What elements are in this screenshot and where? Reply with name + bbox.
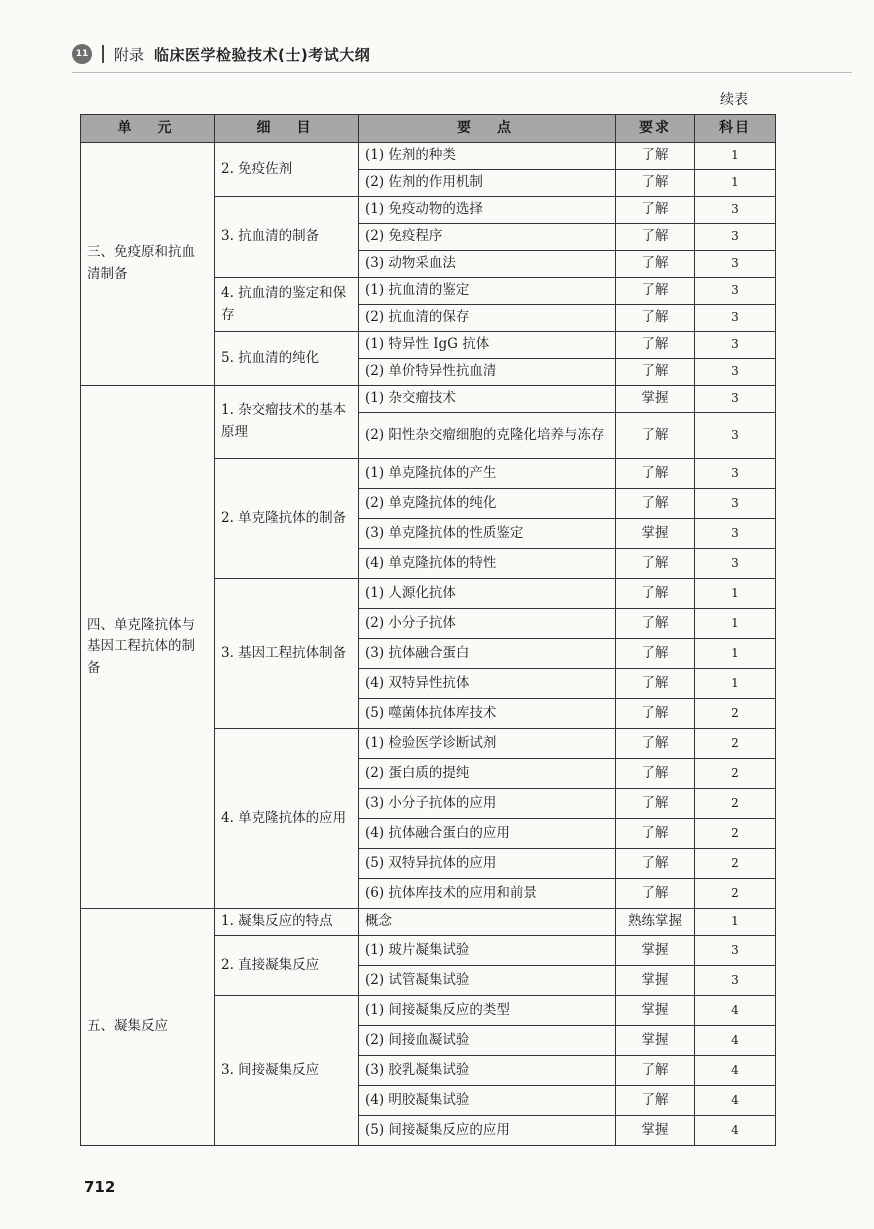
- table-row: [81, 909, 776, 936]
- subject-cell: 2: [695, 789, 776, 819]
- requirement-cell: 了解: [616, 359, 695, 386]
- point-cell: (1) 单克隆抗体的产生: [359, 459, 616, 489]
- sub-item-cell: 1. 杂交瘤技术的基本原理: [215, 386, 359, 459]
- requirement-cell: 了解: [616, 759, 695, 789]
- requirement-cell: 了解: [616, 305, 695, 332]
- header-rule: [72, 72, 852, 73]
- point-cell: (3) 小分子抗体的应用: [359, 789, 616, 819]
- subject-cell: 2: [695, 729, 776, 759]
- requirement-cell: 了解: [616, 699, 695, 729]
- requirement-cell: 了解: [616, 729, 695, 759]
- subject-cell: 3: [695, 936, 776, 966]
- subject-cell: 2: [695, 819, 776, 849]
- header-row: [81, 115, 776, 143]
- point-cell: (4) 双特异性抗体: [359, 669, 616, 699]
- col-header-subject: 科目: [695, 115, 776, 143]
- requirement-cell: 了解: [616, 459, 695, 489]
- subject-cell: 3: [695, 549, 776, 579]
- col-header-point: 要 点: [359, 115, 616, 143]
- subject-cell: 3: [695, 966, 776, 996]
- table-body: [81, 143, 776, 1146]
- point-cell: (5) 双特异抗体的应用: [359, 849, 616, 879]
- col-header-requirement: 要求: [616, 115, 695, 143]
- point-cell: (4) 单克隆抗体的特性: [359, 549, 616, 579]
- requirement-cell: 了解: [616, 413, 695, 459]
- subject-cell: 4: [695, 1086, 776, 1116]
- exam-outline-table: [80, 114, 776, 1146]
- point-cell: (1) 间接凝集反应的类型: [359, 996, 616, 1026]
- subject-cell: 4: [695, 1056, 776, 1086]
- requirement-cell: 了解: [616, 170, 695, 197]
- subject-cell: 3: [695, 459, 776, 489]
- requirement-cell: 了解: [616, 579, 695, 609]
- point-cell: (2) 单价特异性抗血清: [359, 359, 616, 386]
- running-header: [72, 36, 852, 72]
- subject-cell: 2: [695, 879, 776, 909]
- sub-item-cell: 3. 基因工程抗体制备: [215, 579, 359, 729]
- requirement-cell: 掌握: [616, 966, 695, 996]
- point-cell: (1) 特异性 IgG 抗体: [359, 332, 616, 359]
- requirement-cell: 了解: [616, 143, 695, 170]
- subject-cell: 4: [695, 1116, 776, 1146]
- subject-cell: 3: [695, 278, 776, 305]
- requirement-cell: 了解: [616, 819, 695, 849]
- point-cell: (3) 动物采血法: [359, 251, 616, 278]
- unit-cell: 三、免疫原和抗血清制备: [81, 143, 215, 386]
- subject-cell: 3: [695, 413, 776, 459]
- subject-cell: 3: [695, 489, 776, 519]
- requirement-cell: 掌握: [616, 996, 695, 1026]
- subject-cell: 2: [695, 699, 776, 729]
- subject-cell: 3: [695, 519, 776, 549]
- point-cell: (4) 明胶凝集试验: [359, 1086, 616, 1116]
- point-cell: (2) 单克隆抗体的纯化: [359, 489, 616, 519]
- table-row: [81, 143, 776, 170]
- point-cell: (5) 噬菌体抗体库技术: [359, 699, 616, 729]
- col-header-unit: 单 元: [81, 115, 215, 143]
- table-row: [81, 386, 776, 413]
- point-cell: (1) 抗血清的鉴定: [359, 278, 616, 305]
- requirement-cell: 了解: [616, 1086, 695, 1116]
- requirement-cell: 了解: [616, 224, 695, 251]
- unit-cell: 五、凝集反应: [81, 909, 215, 1146]
- point-cell: (1) 人源化抗体: [359, 579, 616, 609]
- requirement-cell: 了解: [616, 1056, 695, 1086]
- sub-item-cell: 2. 免疫佐剂: [215, 143, 359, 197]
- point-cell: (1) 杂交瘤技术: [359, 386, 616, 413]
- requirement-cell: 了解: [616, 669, 695, 699]
- requirement-cell: 熟练掌握: [616, 909, 695, 936]
- subject-cell: 3: [695, 197, 776, 224]
- subject-cell: 4: [695, 1026, 776, 1056]
- point-cell: (1) 免疫动物的选择: [359, 197, 616, 224]
- point-cell: (3) 单克隆抗体的性质鉴定: [359, 519, 616, 549]
- point-cell: (2) 试管凝集试验: [359, 966, 616, 996]
- sub-item-cell: 2. 单克隆抗体的制备: [215, 459, 359, 579]
- sub-item-cell: 4. 抗血清的鉴定和保存: [215, 278, 359, 332]
- subject-cell: 1: [695, 143, 776, 170]
- requirement-cell: 掌握: [616, 1116, 695, 1146]
- requirement-cell: 了解: [616, 278, 695, 305]
- subject-cell: 1: [695, 909, 776, 936]
- subject-cell: 3: [695, 386, 776, 413]
- subject-cell: 1: [695, 170, 776, 197]
- table-head: [81, 115, 776, 143]
- requirement-cell: 了解: [616, 639, 695, 669]
- sub-item-cell: 3. 抗血清的制备: [215, 197, 359, 278]
- requirement-cell: 了解: [616, 489, 695, 519]
- chapter-badge-icon: 11: [72, 44, 92, 64]
- col-header-sub: 细 目: [215, 115, 359, 143]
- subject-cell: 2: [695, 759, 776, 789]
- subject-cell: 3: [695, 359, 776, 386]
- point-cell: (4) 抗体融合蛋白的应用: [359, 819, 616, 849]
- point-cell: (1) 佐剂的种类: [359, 143, 616, 170]
- subject-cell: 2: [695, 849, 776, 879]
- point-cell: (3) 胶乳凝集试验: [359, 1056, 616, 1086]
- point-cell: (2) 免疫程序: [359, 224, 616, 251]
- requirement-cell: 掌握: [616, 386, 695, 413]
- subject-cell: 1: [695, 639, 776, 669]
- sub-item-cell: 3. 间接凝集反应: [215, 996, 359, 1146]
- header-section: 附录: [114, 45, 145, 64]
- point-cell: (2) 间接血凝试验: [359, 1026, 616, 1056]
- point-cell: (1) 检验医学诊断试剂: [359, 729, 616, 759]
- requirement-cell: 了解: [616, 609, 695, 639]
- requirement-cell: 了解: [616, 879, 695, 909]
- point-cell: (6) 抗体库技术的应用和前景: [359, 879, 616, 909]
- point-cell: (2) 抗血清的保存: [359, 305, 616, 332]
- continued-label: 续表: [720, 92, 748, 108]
- requirement-cell: 了解: [616, 197, 695, 224]
- requirement-cell: 掌握: [616, 519, 695, 549]
- subject-cell: 1: [695, 579, 776, 609]
- point-cell: (1) 玻片凝集试验: [359, 936, 616, 966]
- point-cell: (5) 间接凝集反应的应用: [359, 1116, 616, 1146]
- header-divider: [102, 45, 104, 63]
- header-title: 临床医学检验技术(士)考试大纲: [154, 45, 371, 64]
- subject-cell: 1: [695, 669, 776, 699]
- subject-cell: 3: [695, 332, 776, 359]
- point-cell: (2) 阳性杂交瘤细胞的克隆化培养与冻存: [359, 413, 616, 459]
- requirement-cell: 掌握: [616, 1026, 695, 1056]
- point-cell: (2) 蛋白质的提纯: [359, 759, 616, 789]
- sub-item-cell: 4. 单克隆抗体的应用: [215, 729, 359, 909]
- requirement-cell: 了解: [616, 549, 695, 579]
- unit-cell: 四、单克隆抗体与基因工程抗体的制备: [81, 386, 215, 909]
- point-cell: (2) 小分子抗体: [359, 609, 616, 639]
- point-cell: 概念: [359, 909, 616, 936]
- point-cell: (3) 抗体融合蛋白: [359, 639, 616, 669]
- sub-item-cell: 2. 直接凝集反应: [215, 936, 359, 996]
- subject-cell: 4: [695, 996, 776, 1026]
- sub-item-cell: 1. 凝集反应的特点: [215, 909, 359, 936]
- subject-cell: 3: [695, 251, 776, 278]
- subject-cell: 1: [695, 609, 776, 639]
- subject-cell: 3: [695, 224, 776, 251]
- sub-item-cell: 5. 抗血清的纯化: [215, 332, 359, 386]
- page-number: 712: [84, 1178, 116, 1196]
- requirement-cell: 了解: [616, 332, 695, 359]
- requirement-cell: 了解: [616, 789, 695, 819]
- subject-cell: 3: [695, 305, 776, 332]
- requirement-cell: 了解: [616, 251, 695, 278]
- requirement-cell: 了解: [616, 849, 695, 879]
- requirement-cell: 掌握: [616, 936, 695, 966]
- point-cell: (2) 佐剂的作用机制: [359, 170, 616, 197]
